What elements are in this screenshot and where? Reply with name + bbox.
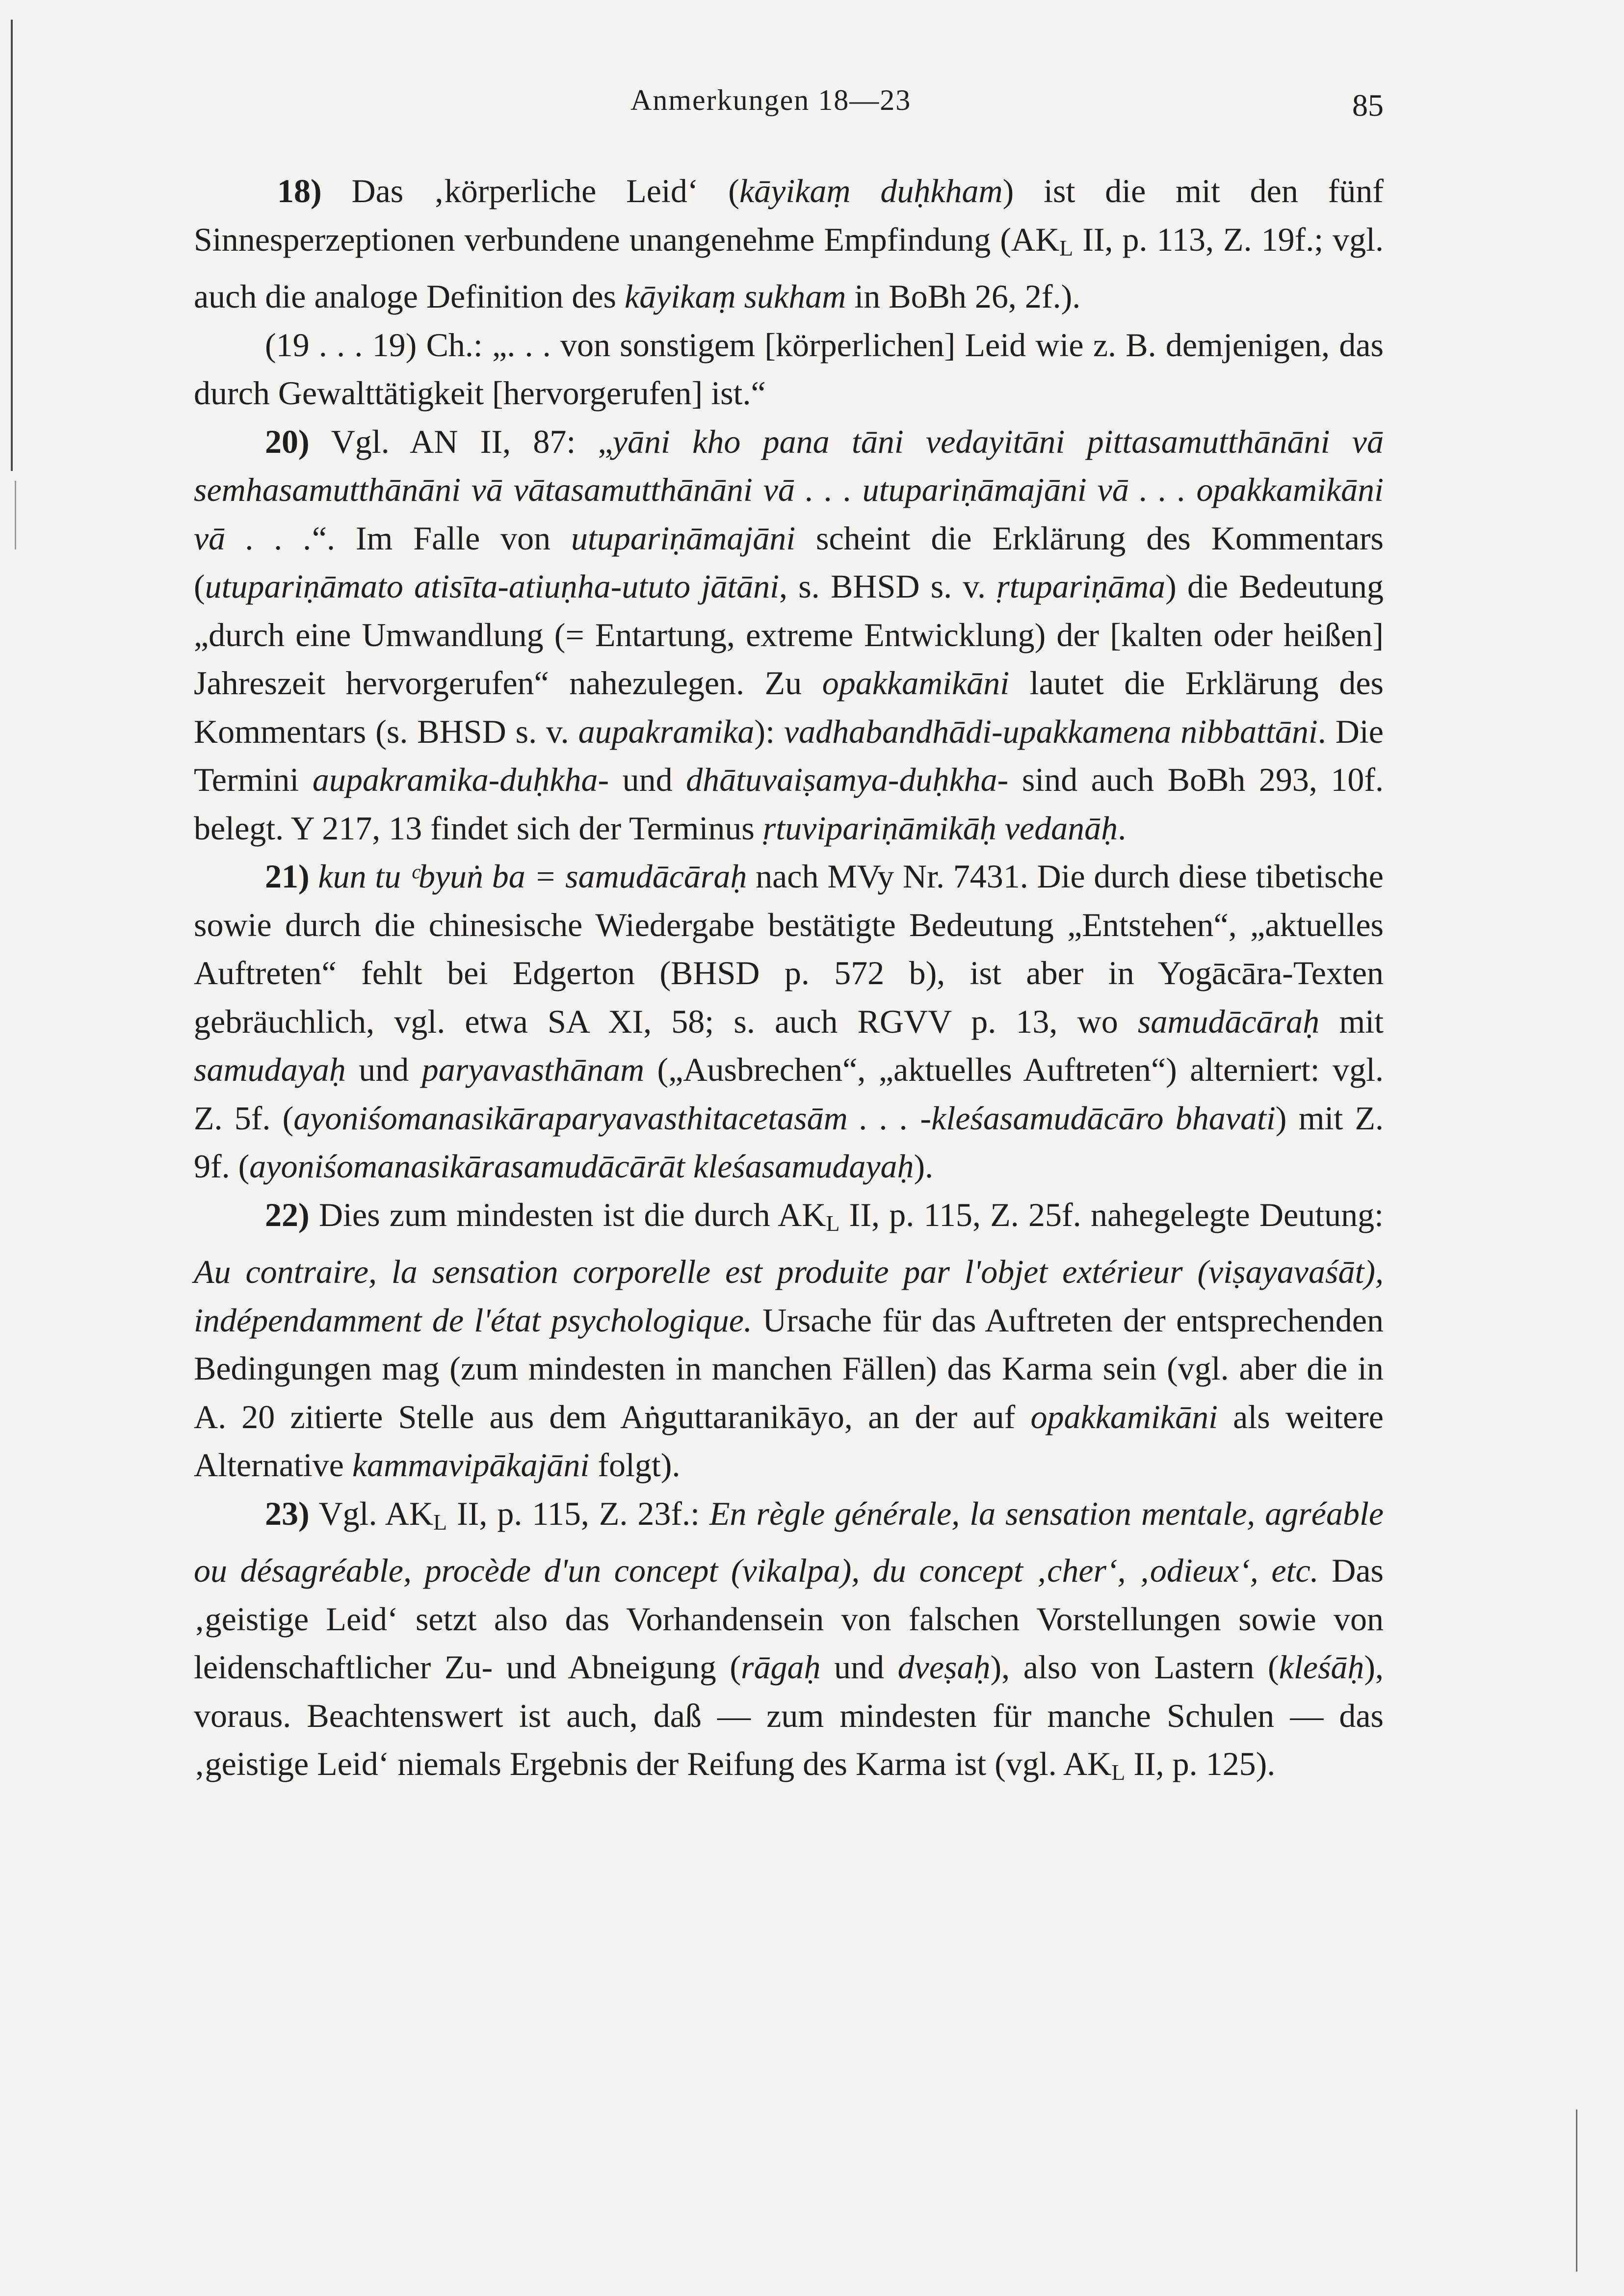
italic-run: opakkamikāni [822, 664, 1010, 702]
italic-run: dveṣaḥ [897, 1648, 991, 1686]
italic-run: kāyikaṃ duḥkham [739, 172, 1003, 209]
text-run: Ursache für das Auftreten der entsprechenden Bedingungen mag (zum mindesten in manchen Fällen) das Karma sein (vgl. aber die in A. 20 zitierte Stelle aus dem Aṅguttaranikāyo, an der auf [194, 1301, 1384, 1435]
text-run: Vgl. AK [309, 1494, 433, 1532]
italic-run: yāni kho pana tāni vedayitāni pittasamutthānāni vā semhasamutthānāni vā vātasamutthānāni vā . . . utupariṇāmajāni vā . . . opakkamikāni vā . . . [194, 422, 1384, 557]
text-run: mit [1319, 1002, 1384, 1040]
subscript: L [826, 1210, 840, 1236]
footnote-18 [194, 167, 1384, 321]
text-run: lautet die Erklärung des Kommentars (s. BHSD s. v. [194, 664, 1384, 750]
footnote-19 [194, 321, 1384, 417]
italic-run: kun tu ᶜbyuṅ ba = samudācāraḥ [318, 858, 747, 895]
text-run: II, p. 125). [1125, 1745, 1276, 1782]
italic-run: Au contraire, la sensation corporelle est produite par l'objet extérieur (viṣayavaśāt), indépendamment de l'état psychologique. [194, 1253, 1384, 1339]
running-head: Anmerkungen 18—23 [630, 84, 912, 116]
italic-run: paryavasthānam [421, 1051, 645, 1088]
italic-run: kammavipākajāni [352, 1446, 590, 1484]
text-run: sind auch BoBh 293, 10f. belegt. Y 217, 13 findet sich der Terminus [194, 761, 1384, 847]
text-run: Dies zum mindesten ist die durch AK [309, 1196, 826, 1233]
subscript: L [433, 1509, 447, 1535]
text-run [310, 858, 318, 895]
footnote-22 [194, 1191, 1384, 1489]
italic-run: aupakramika-duḥkha- [312, 761, 609, 798]
text-run: und [609, 761, 686, 798]
text-run: Das ‚körperliche Leid‘ ( [321, 172, 739, 209]
footnote-number: 18) [277, 172, 322, 209]
text-run: und [820, 1648, 898, 1686]
italic-run: samudayaḥ [194, 1051, 346, 1088]
italic-run: En règle générale, la sensation mentale, agréable ou désagréable, procède d'un concept (vikalpa), du concept ‚cher‘, ‚odieux‘, etc. [194, 1494, 1384, 1589]
footnote-20 [194, 417, 1384, 853]
footnote-number: 23) [265, 1494, 310, 1532]
text-run: , s. BHSD s. v. [779, 568, 997, 605]
text-run: II, p. 113, Z. 19f.; vgl. auch die analoge Definition des [194, 220, 1384, 315]
italic-run: ṛtuvipariṇāmikāḥ vedanāḥ [762, 809, 1118, 847]
text-run: folgt). [589, 1446, 681, 1484]
text-run: II, p. 115, Z. 25f. nahegelegte Deutung: [839, 1196, 1384, 1233]
text-run: “. Im Falle von [312, 519, 571, 557]
scan-edge-mark [15, 481, 16, 549]
italic-run: rāgaḥ [740, 1648, 821, 1686]
text-run: und [345, 1051, 422, 1088]
italic-run: vadhabandhādi-upakkamena nibbattāni [784, 712, 1318, 750]
italic-run: kleśāḥ [1279, 1648, 1364, 1686]
text-run: ) die Bedeutung „durch eine Umwandlung (= Entartung, extreme Entwicklung) der [kalten oder heißen] Jahreszeit hervorgerufen“ nahezulegen. Zu [194, 568, 1384, 702]
text-run: . [1118, 809, 1126, 847]
text-run: („Ausbrechen“, „aktuelles Auftreten“) alterniert: vgl. Z. 5f. ( [194, 1051, 1384, 1137]
text-run: als weitere Alternative [194, 1398, 1384, 1484]
italic-run: dhātuvaiṣamya-duḥkha- [686, 761, 1009, 798]
page-header [630, 83, 1384, 123]
footnote-number: 21) [265, 858, 310, 895]
italic-run: kāyikaṃ sukham [625, 278, 846, 315]
italic-run: ṛtupariṇāma [996, 568, 1166, 605]
text-run: ): [754, 712, 784, 750]
text-run: II, p. 115, Z. 23f.: [447, 1494, 709, 1532]
text-run: Das ‚geistige Leid‘ setzt also das Vorhandensein von falschen Vorstellungen sowie von leidenschaftlicher Zu- und Abneigung ( [194, 1552, 1384, 1686]
text-run: scheint die Erklärung des Kommentars ( [194, 519, 1384, 605]
text-run: ). [914, 1148, 934, 1185]
italic-run: ayoniśomanasikāraparyavasthitacetasām . . . -kleśasamudācāro bhavati [293, 1099, 1276, 1137]
footnote-number: 20) [265, 422, 310, 460]
footnote-21 [194, 852, 1384, 1191]
text-run: ) mit Z. 9f. ( [194, 1099, 1384, 1185]
text-run: (19 . . . 19) Ch.: „. . . von sonstigem [körperlichen] Leid wie z. B. demjenigen, das durch Gewalttätigkeit [hervorgerufen] ist.“ [194, 326, 1384, 412]
italic-run: ayoniśomanasikārasamudācārāt kleśasamudayaḥ [249, 1148, 914, 1185]
text-run: Vgl. AN II, 87: „ [309, 422, 613, 460]
subscript: L [1059, 235, 1074, 261]
scan-edge-mark [11, 20, 13, 471]
footnote-number: 22) [265, 1196, 310, 1233]
text-run: in BoBh 26, 2f.). [846, 278, 1081, 315]
text-run: ), voraus. Beachtenswert ist auch, daß — zum mindesten für manche Schulen — das ‚geistige Leid‘ niemals Ergebnis der Reifung des Karma ist (vgl. AK [194, 1648, 1384, 1782]
italic-run: utupariṇāmato atisīta-atiuṇha-ututo jātāni [205, 568, 780, 605]
text-run: nach MVy Nr. 7431. Die durch diese tibetische sowie durch die chinesische Wiedergabe bestätigte Bedeutung „Entstehen“, „aktuelles Auftreten“ fehlt bei Edgerton (BHSD p. 572 b), ist aber in Yogācāra-Texten gebräuchlich, vgl. etwa SA XI, 58; s. auch RGVV p. 13, wo [194, 858, 1384, 1040]
scan-edge-mark [1576, 2110, 1577, 2271]
page-number: 85 [1352, 88, 1384, 123]
italic-run: samudācāraḥ [1137, 1002, 1320, 1040]
text-run: ), also von Lastern ( [990, 1648, 1279, 1686]
italic-run: utupariṇāmajāni [571, 519, 796, 557]
footnote-23 [194, 1489, 1384, 1797]
italic-run: aupakramika [578, 712, 755, 750]
italic-run: opakkamikāni [1030, 1398, 1218, 1435]
subscript: L [1111, 1760, 1126, 1785]
text-run: . Die Termini [194, 712, 1384, 798]
footnotes-body [194, 167, 1384, 1797]
text-run: ) ist die mit den fünf Sinnesperzeptionen verbundene unangenehme Empfindung (AK [194, 172, 1384, 258]
